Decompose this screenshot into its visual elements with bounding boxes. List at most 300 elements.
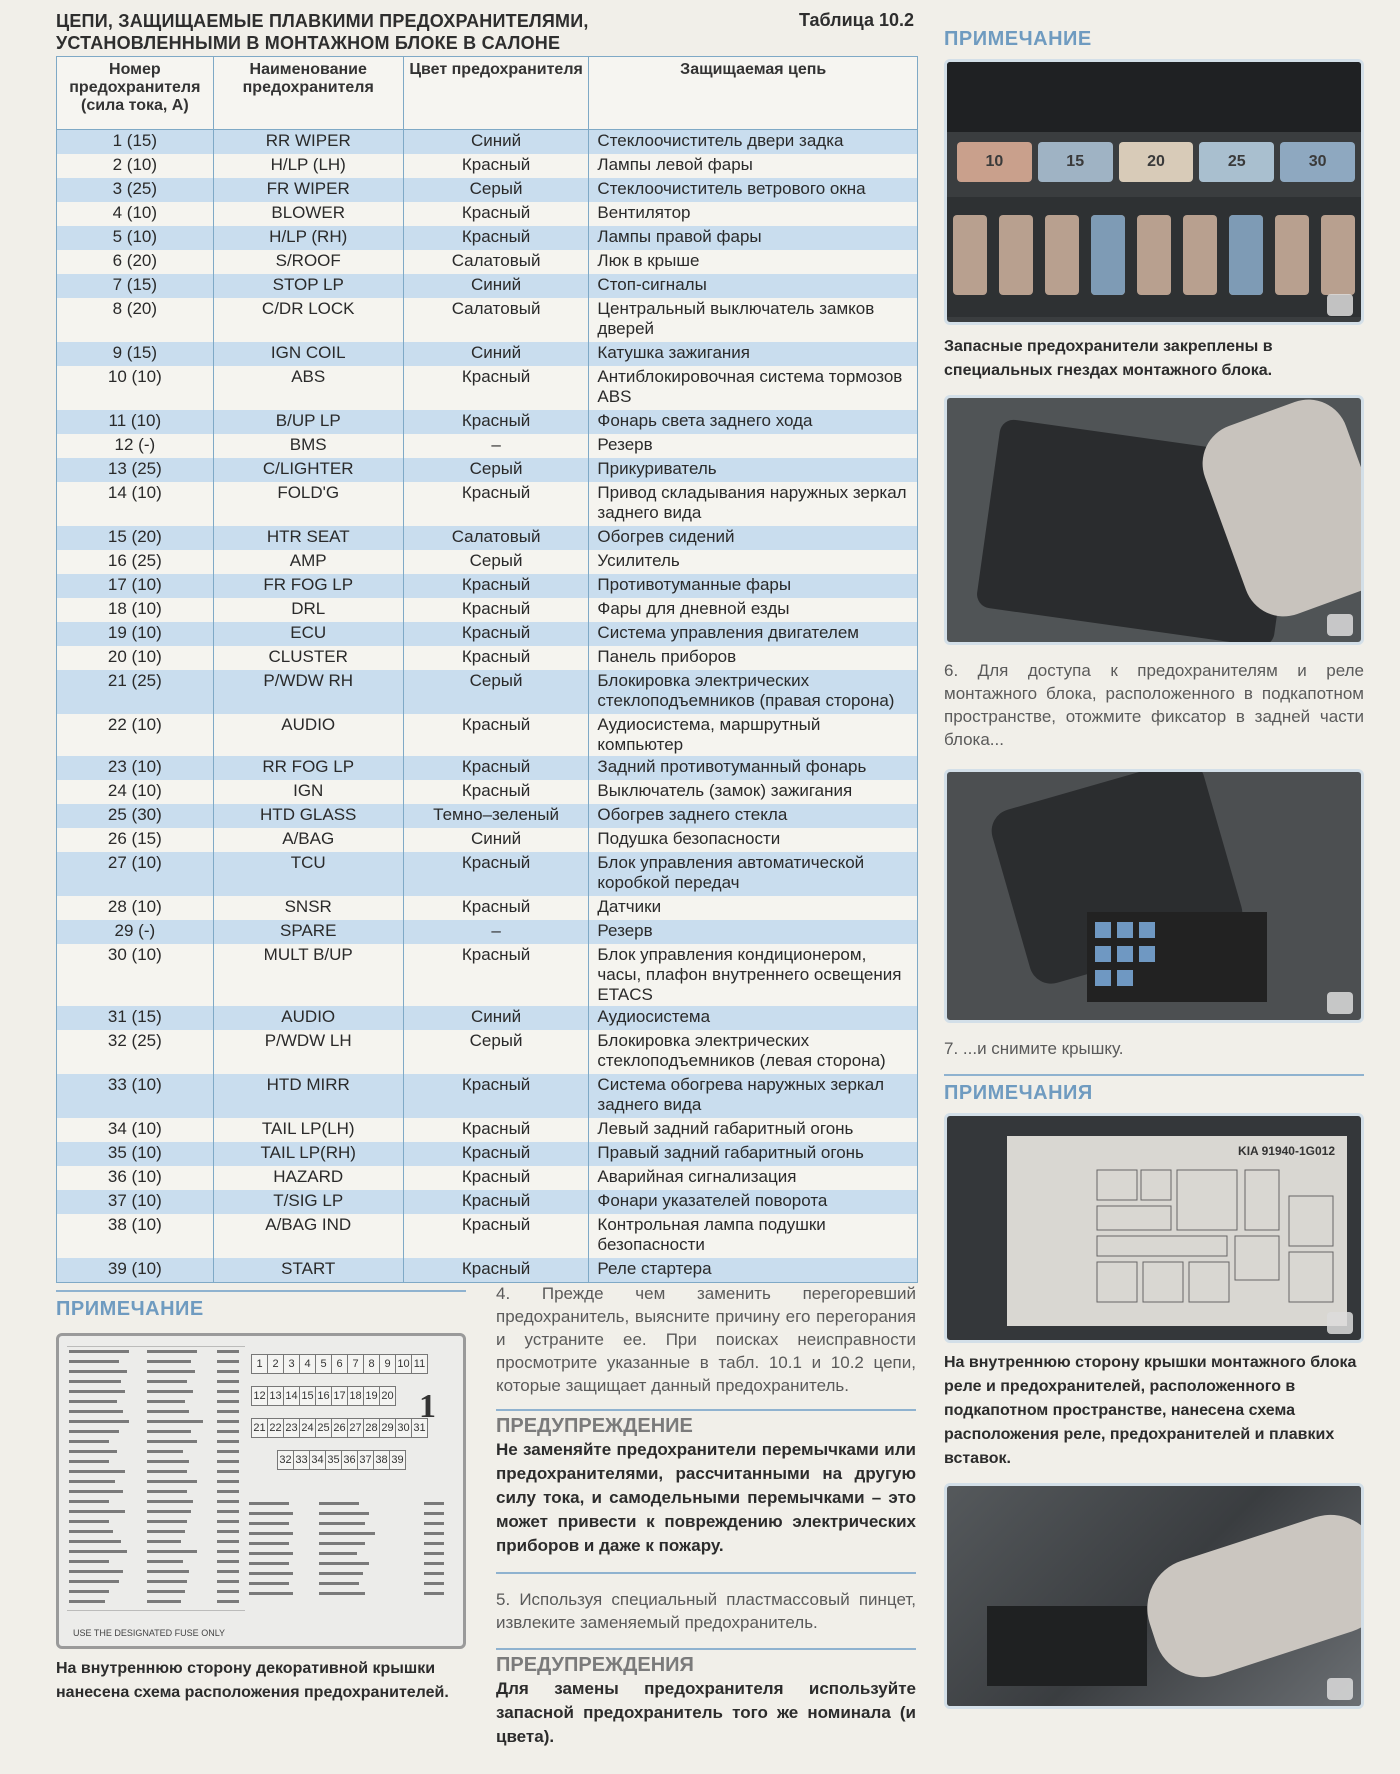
fuse-color-cell: Синий <box>403 130 589 155</box>
diagram-grid-cell: 30 <box>395 1418 412 1438</box>
fuse-number-cell: 38 (10) <box>57 1214 214 1258</box>
camera-icon <box>1327 294 1353 316</box>
diagram-grid-cell: 17 <box>331 1386 348 1406</box>
fuse-slots-svg <box>947 197 1364 317</box>
protected-circuit-cell: Контрольная лампа подушки безопасности <box>589 1214 918 1258</box>
fuse-name-cell: MULT B/UP <box>213 944 403 1006</box>
fuse-color-cell: Синий <box>403 274 589 298</box>
fuse-table <box>56 56 918 1283</box>
fuse-name-cell: BMS <box>213 434 403 458</box>
fuse-color-cell: Красный <box>403 896 589 920</box>
fuse-name-cell: A/BAG IND <box>213 1214 403 1258</box>
photo-top-panel <box>947 62 1361 132</box>
instructions-middle <box>496 1282 916 1749</box>
protected-circuit-cell: Фонари указателей поворота <box>589 1190 918 1214</box>
diagram-grid-cell: 15 <box>299 1386 316 1406</box>
protected-circuit-cell: Аудиосистема <box>589 1006 918 1030</box>
header-fuse-color: Цвет предохранителя <box>403 57 589 130</box>
fuse-name-cell: DRL <box>213 598 403 622</box>
protected-circuit-cell: Резерв <box>589 434 918 458</box>
diagram-grid-cell: 28 <box>363 1418 380 1438</box>
fuse-color-cell: Серый <box>403 1030 589 1074</box>
fuse-color-cell: Красный <box>403 944 589 1006</box>
fuse-number-cell: 15 (20) <box>57 526 214 550</box>
diagram-grid-cell: 16 <box>315 1386 332 1406</box>
protected-circuit-cell: Датчики <box>589 896 918 920</box>
fuse-name-cell: P/WDW RH <box>213 670 403 714</box>
table-row <box>57 780 918 804</box>
fuse-number-cell: 36 (10) <box>57 1166 214 1190</box>
table-row <box>57 598 918 622</box>
table-number: Таблица 10.2 <box>798 10 914 30</box>
protected-circuit-cell: Стоп-сигналы <box>589 274 918 298</box>
fuse-color-cell: Красный <box>403 202 589 226</box>
fuse-name-cell: C/DR LOCK <box>213 298 403 342</box>
protected-circuit-cell: Обогрев сидений <box>589 526 918 550</box>
fuse-name-cell: SNSR <box>213 896 403 920</box>
table-row <box>57 896 918 920</box>
diagram-grid-cell: 1 <box>251 1354 268 1374</box>
table-row <box>57 550 918 574</box>
fuse-number-cell: 39 (10) <box>57 1258 214 1283</box>
spare-fuse: 15 <box>1038 142 1113 182</box>
fuse-color-cell: Салатовый <box>403 526 589 550</box>
fuse-name-cell: FR WIPER <box>213 178 403 202</box>
diagram-grid-cell: 23 <box>283 1418 300 1438</box>
fuse-name-cell: TAIL LP(LH) <box>213 1118 403 1142</box>
fuse-number-cell: 1 (15) <box>57 130 214 155</box>
fuse-number-cell: 32 (25) <box>57 1030 214 1074</box>
fuse-number-cell: 35 (10) <box>57 1142 214 1166</box>
table-title <box>56 10 756 54</box>
fuse-number-cell: 12 (-) <box>57 434 214 458</box>
diagram-grid-cell: 31 <box>411 1418 428 1438</box>
protected-circuit-cell: Блокировка электрических стеклоподъемников (правая сторона) <box>589 670 918 714</box>
diagram-grid-cell: 35 <box>325 1450 342 1470</box>
fuse-number-cell: 13 (25) <box>57 458 214 482</box>
protected-circuit-cell: Обогрев заднего стекла <box>589 804 918 828</box>
protected-circuit-cell: Система управления двигателем <box>589 622 918 646</box>
fuse-number-cell: 14 (10) <box>57 482 214 526</box>
fuse-color-cell: Красный <box>403 1214 589 1258</box>
cover-diagram-note <box>56 1290 466 1705</box>
fuse-number-cell: 9 (15) <box>57 342 214 366</box>
fuse-color-cell: Серый <box>403 178 589 202</box>
fuse-block <box>1087 912 1267 1002</box>
fuse-name-cell: C/LIGHTER <box>213 458 403 482</box>
fuse-name-cell: RR WIPER <box>213 130 403 155</box>
fuse-color-cell: Красный <box>403 410 589 434</box>
fuse-color-cell: Синий <box>403 342 589 366</box>
table-row <box>57 574 918 598</box>
camera-icon <box>1327 614 1353 636</box>
protected-circuit-cell: Центральный выключатель замков дверей <box>589 298 918 342</box>
fuse-color-cell: Красный <box>403 154 589 178</box>
diagram-grid-cell: 12 <box>251 1386 268 1406</box>
fuse-number-cell: 17 (10) <box>57 574 214 598</box>
fuse-name-cell: SPARE <box>213 920 403 944</box>
table-row <box>57 622 918 646</box>
protected-circuit-cell: Блокировка электрических стеклоподъемников (левая сторона) <box>589 1030 918 1074</box>
fuse-color-cell: Красный <box>403 1166 589 1190</box>
fuse-number-cell: 8 (20) <box>57 298 214 342</box>
fuse-number-cell: 5 (10) <box>57 226 214 250</box>
fuse-number-cell: 22 (10) <box>57 714 214 756</box>
fuse-table-section <box>56 10 918 1283</box>
table-row <box>57 298 918 342</box>
fuse-name-cell: AMP <box>213 550 403 574</box>
diagram-grid-cell: 18 <box>347 1386 364 1406</box>
fuse-name-cell: H/LP (LH) <box>213 154 403 178</box>
protected-circuit-cell: Усилитель <box>589 550 918 574</box>
kia-label: KIA 91940-1G012 <box>1238 1144 1335 1158</box>
fuse-number-cell: 29 (-) <box>57 920 214 944</box>
fuse-number-cell: 33 (10) <box>57 1074 214 1118</box>
diagram-grid-cell: 7 <box>347 1354 364 1374</box>
fuse-name-cell: FOLD'G <box>213 482 403 526</box>
fuse-color-cell: Красный <box>403 574 589 598</box>
fuse-name-cell: ECU <box>213 622 403 646</box>
fuse-number-cell: 3 (25) <box>57 178 214 202</box>
table-row <box>57 154 918 178</box>
diagram-grid-cell: 25 <box>315 1418 332 1438</box>
table-row <box>57 804 918 828</box>
warning-heading: ПРЕДУПРЕЖДЕНИЕ <box>496 1409 916 1438</box>
spare-fuse: 20 <box>1119 142 1194 182</box>
table-header-row <box>57 57 918 130</box>
diagram-grid-cell: 38 <box>373 1450 390 1470</box>
fuse-color-cell: Красный <box>403 366 589 410</box>
diagram-grid-row <box>251 1418 429 1438</box>
fuse-name-cell: CLUSTER <box>213 646 403 670</box>
fuse-name-cell: TAIL LP(RH) <box>213 1142 403 1166</box>
fuse-number-cell: 2 (10) <box>57 154 214 178</box>
fuse-number-cell: 28 (10) <box>57 896 214 920</box>
table-row <box>57 944 918 1006</box>
note-heading: ПРИМЕЧАНИЕ <box>56 1290 466 1321</box>
fuse-name-cell: IGN COIL <box>213 342 403 366</box>
fuse-name-cell: HTD GLASS <box>213 804 403 828</box>
step-6-text: 6. Для доступа к предохранителям и реле монтажного блока, расположенного в подкапотном пространстве, отожмите фиксатор в задней части блока... <box>944 661 1364 749</box>
fuse-name-cell: T/SIG LP <box>213 1190 403 1214</box>
diagram-footer: USE THE DESIGNATED FUSE ONLY <box>73 1628 226 1638</box>
warnings-heading: ПРЕДУПРЕЖДЕНИЯ <box>496 1648 916 1677</box>
protected-circuit-cell: Блок управления автоматической коробкой передач <box>589 852 918 896</box>
diagram-grid-cell: 9 <box>379 1354 396 1374</box>
table-row <box>57 226 918 250</box>
fuse-name-cell: TCU <box>213 852 403 896</box>
table-row <box>57 202 918 226</box>
fuse-color-cell: – <box>403 920 589 944</box>
protected-circuit-cell: Левый задний габаритный огонь <box>589 1118 918 1142</box>
fuse-removal-photo <box>944 1483 1364 1709</box>
fuse-name-cell: H/LP (RH) <box>213 226 403 250</box>
fuse-color-cell: Красный <box>403 1190 589 1214</box>
cover-diagram-image <box>56 1333 466 1649</box>
fuse-number-cell: 31 (15) <box>57 1006 214 1030</box>
fuse-name-cell: ABS <box>213 366 403 410</box>
table-title-line1: ЦЕПИ, ЗАЩИЩАЕМЫЕ ПЛАВКИМИ ПРЕДОХРАНИТЕЛЯМИ, <box>56 11 589 31</box>
fuse-color-cell: Красный <box>403 714 589 756</box>
fuse-name-cell: P/WDW LH <box>213 1030 403 1074</box>
fuse-slots <box>987 1606 1147 1686</box>
step-5-text: 5. Используя специальный пластмассовый пинцет, извлеките заменяемый предохранитель. <box>496 1572 916 1634</box>
table-row <box>57 1142 918 1166</box>
diagram-grid-cell: 27 <box>347 1418 364 1438</box>
table-row <box>57 1190 918 1214</box>
fuse-name-cell: A/BAG <box>213 828 403 852</box>
fuse-number-cell: 25 (30) <box>57 804 214 828</box>
diagram-grid-cell: 26 <box>331 1418 348 1438</box>
protected-circuit-cell: Противотуманные фары <box>589 574 918 598</box>
header-protected-circuit: Защищаемая цепь <box>589 57 918 130</box>
fuse-name-cell: FR FOG LP <box>213 574 403 598</box>
diagram-grid-cell: 8 <box>363 1354 380 1374</box>
protected-circuit-cell: Аудиосистема, маршрутный компьютер <box>589 714 918 756</box>
spare-fuse-row <box>957 142 1355 182</box>
lid-diagram-sticker <box>1007 1136 1347 1326</box>
fuse-name-cell: AUDIO <box>213 1006 403 1030</box>
protected-circuit-cell: Вентилятор <box>589 202 918 226</box>
diagram-grid-cell: 10 <box>395 1354 412 1374</box>
table-title-row <box>56 10 918 56</box>
protected-circuit-cell: Задний противотуманный фонарь <box>589 756 918 780</box>
diagram-grid-cell: 24 <box>299 1418 316 1438</box>
fuse-color-cell: Салатовый <box>403 250 589 274</box>
diagram-grid-row <box>251 1386 429 1406</box>
diagram-fuse-grid <box>251 1354 429 1482</box>
fuse-name-cell: B/UP LP <box>213 410 403 434</box>
fuse-color-cell: Серый <box>403 550 589 574</box>
diagram-grid-cell: 34 <box>309 1450 326 1470</box>
table-row <box>57 1258 918 1283</box>
fuse-color-cell: Красный <box>403 1258 589 1283</box>
lid-diagram-svg <box>1007 1136 1347 1326</box>
fuse-color-cell: Красный <box>403 622 589 646</box>
camera-icon <box>1327 992 1353 1014</box>
fuse-color-cell: Серый <box>403 458 589 482</box>
protected-circuit-cell: Аварийная сигнализация <box>589 1166 918 1190</box>
fuse-number-cell: 37 (10) <box>57 1190 214 1214</box>
header-fuse-name: Наименование предохранителя <box>213 57 403 130</box>
relay-box-cover-photo <box>944 395 1364 645</box>
table-row <box>57 714 918 756</box>
protected-circuit-cell: Выключатель (замок) зажигания <box>589 780 918 804</box>
diagram-list-lines <box>67 1346 245 1611</box>
fuse-number-cell: 21 (25) <box>57 670 214 714</box>
diagram-grid-cell: 6 <box>331 1354 348 1374</box>
protected-circuit-cell: Стеклоочиститель ветрового окна <box>589 178 918 202</box>
fuse-color-cell: Синий <box>403 828 589 852</box>
table-row <box>57 434 918 458</box>
fuse-number-cell: 23 (10) <box>57 756 214 780</box>
notes-heading: ПРИМЕЧАНИЯ <box>944 1074 1364 1105</box>
fuse-color-cell: Красный <box>403 598 589 622</box>
table-row <box>57 1030 918 1074</box>
spare-fuse: 30 <box>1280 142 1355 182</box>
protected-circuit-cell: Реле стартера <box>589 1258 918 1283</box>
protected-circuit-cell: Панель приборов <box>589 646 918 670</box>
fuse-number-cell: 26 (15) <box>57 828 214 852</box>
diagram-right-list-lines <box>249 1498 449 1608</box>
table-row <box>57 250 918 274</box>
fuse-number-cell: 10 (10) <box>57 366 214 410</box>
camera-icon <box>1327 1678 1353 1700</box>
protected-circuit-cell: Блок управления кондиционером, часы, плафон внутреннего освещения ETACS <box>589 944 918 1006</box>
diagram-grid-row <box>251 1354 429 1374</box>
diagram-grid-cell: 19 <box>363 1386 380 1406</box>
table-row <box>57 366 918 410</box>
note-heading-spare: ПРИМЕЧАНИЕ <box>944 28 1092 50</box>
diagram-grid-cell: 11 <box>411 1354 428 1374</box>
table-row <box>57 1118 918 1142</box>
warning-text: Не заменяйте предохранители перемычками или предохранителями, рассчитанными на другую силу тока, и самодельными перемычками – это может привести к повреждению электрических приборов и даже к пожару. <box>496 1440 916 1555</box>
fuse-number-cell: 4 (10) <box>57 202 214 226</box>
fuse-number-cell: 18 (10) <box>57 598 214 622</box>
fuse-color-cell: Красный <box>403 852 589 896</box>
spare-fuse: 10 <box>957 142 1032 182</box>
fuse-color-cell: Красный <box>403 1142 589 1166</box>
fuse-color-cell: Красный <box>403 780 589 804</box>
table-row <box>57 458 918 482</box>
fuse-number-cell: 7 (15) <box>57 274 214 298</box>
fuse-name-cell: HAZARD <box>213 1166 403 1190</box>
diagram-grid-cell: 37 <box>357 1450 374 1470</box>
fuse-name-cell: STOP LP <box>213 274 403 298</box>
lid-diagram-caption: На внутреннюю сторону крышки монтажного блока реле и предохранителей, расположенного в подкапотном пространстве, нанесена схема расположения реле, предохранителей и плавких вставок. <box>944 1354 1357 1467</box>
protected-circuit-cell: Прикуриватель <box>589 458 918 482</box>
protected-circuit-cell: Резерв <box>589 920 918 944</box>
fuse-color-cell: Красный <box>403 756 589 780</box>
fuse-color-cell: Серый <box>403 670 589 714</box>
table-row <box>57 756 918 780</box>
diagram-grid-cell: 32 <box>277 1450 294 1470</box>
fuse-color-cell: Красный <box>403 482 589 526</box>
diagram-grid-cell: 3 <box>283 1354 300 1374</box>
fuse-number-cell: 20 (10) <box>57 646 214 670</box>
table-row <box>57 1006 918 1030</box>
cover-diagram-caption: На внутреннюю сторону декоративной крышки нанесена схема расположения предохранителей. <box>56 1660 449 1701</box>
table-row <box>57 670 918 714</box>
fuse-number-cell: 6 (20) <box>57 250 214 274</box>
spare-fuses-caption: Запасные предохранители закреплены в специальных гнездах монтажного блока. <box>944 338 1273 379</box>
table-row <box>57 828 918 852</box>
fuse-number-cell: 30 (10) <box>57 944 214 1006</box>
fuse-name-cell: AUDIO <box>213 714 403 756</box>
protected-circuit-cell: Подушка безопасности <box>589 828 918 852</box>
table-row <box>57 1214 918 1258</box>
fuse-name-cell: BLOWER <box>213 202 403 226</box>
fuse-number-cell: 11 (10) <box>57 410 214 434</box>
fuse-name-cell: IGN <box>213 780 403 804</box>
table-row <box>57 1074 918 1118</box>
protected-circuit-cell: Привод складывания наружных зеркал заднего вида <box>589 482 918 526</box>
fuse-name-cell: START <box>213 1258 403 1283</box>
step-7-text: 7. ...и снимите крышку. <box>944 1039 1124 1058</box>
fuse-color-cell: Темно–зеленый <box>403 804 589 828</box>
fuse-number-cell: 16 (25) <box>57 550 214 574</box>
table-row <box>57 130 918 155</box>
spare-fuse: 25 <box>1199 142 1274 182</box>
fuse-name-cell: HTD MIRR <box>213 1074 403 1118</box>
spare-fuses-photo <box>944 59 1364 325</box>
relay-fuses-svg <box>1087 912 1267 1002</box>
fuse-color-cell: Красный <box>403 646 589 670</box>
diagram-grid-cell: 13 <box>267 1386 284 1406</box>
protected-circuit-cell: Фары для дневной езды <box>589 598 918 622</box>
table-row <box>57 274 918 298</box>
fuse-color-cell: Салатовый <box>403 298 589 342</box>
protected-circuit-cell: Люк в крыше <box>589 250 918 274</box>
table-row <box>57 1166 918 1190</box>
protected-circuit-cell: Лампы правой фары <box>589 226 918 250</box>
photo-fuse-slots <box>947 197 1361 317</box>
table-row <box>57 646 918 670</box>
fuse-color-cell: – <box>403 434 589 458</box>
table-row <box>57 920 918 944</box>
fuse-name-cell: HTR SEAT <box>213 526 403 550</box>
diagram-grid-cell: 2 <box>267 1354 284 1374</box>
fuse-number-cell: 24 (10) <box>57 780 214 804</box>
diagram-grid-cell: 14 <box>283 1386 300 1406</box>
table-row <box>57 482 918 526</box>
diagram-grid-cell: 20 <box>379 1386 396 1406</box>
relay-box-open-photo <box>944 769 1364 1023</box>
diagram-grid-cell: 22 <box>267 1418 284 1438</box>
protected-circuit-cell: Катушка зажигания <box>589 342 918 366</box>
diagram-grid-cell: 39 <box>389 1450 406 1470</box>
diagram-right-list <box>249 1498 449 1608</box>
diagram-grid-cell: 5 <box>315 1354 332 1374</box>
protected-circuit-cell: Правый задний габаритный огонь <box>589 1142 918 1166</box>
right-column <box>944 28 1364 1709</box>
relay-box-lid-photo <box>944 1113 1364 1343</box>
protected-circuit-cell: Стеклоочиститель двери задка <box>589 130 918 155</box>
table-row <box>57 410 918 434</box>
fuse-color-cell: Красный <box>403 1118 589 1142</box>
fuse-color-cell: Красный <box>403 226 589 250</box>
diagram-grid-cell: 36 <box>341 1450 358 1470</box>
table-title-line2: УСТАНОВЛЕННЫМИ В МОНТАЖНОМ БЛОКЕ В САЛОНЕ <box>56 33 561 53</box>
fuse-number-cell: 19 (10) <box>57 622 214 646</box>
protected-circuit-cell: Антиблокировочная система тормозов ABS <box>589 366 918 410</box>
diagram-big-number: 1 <box>419 1388 436 1425</box>
fuse-color-cell: Красный <box>403 1074 589 1118</box>
step-4-text: 4. Прежде чем заменить перегоревший предохранитель, выясните причину его перегорания и устраните ее. При поисках неисправности просмотрите указанные в табл. 10.1 и 10.2 цепи, которые защищает данный предохранитель. <box>496 1284 916 1395</box>
table-body <box>57 130 918 1283</box>
diagram-grid-cell: 29 <box>379 1418 396 1438</box>
table-row <box>57 852 918 896</box>
protected-circuit-cell: Система обогрева наружных зеркал заднего вида <box>589 1074 918 1118</box>
table-row <box>57 526 918 550</box>
table-row <box>57 178 918 202</box>
diagram-grid-cell: 21 <box>251 1418 268 1438</box>
diagram-grid-cell: 33 <box>293 1450 310 1470</box>
fuse-number-cell: 34 (10) <box>57 1118 214 1142</box>
diagram-grid-row <box>277 1450 429 1470</box>
camera-icon <box>1327 1312 1353 1334</box>
protected-circuit-cell: Фонарь света заднего хода <box>589 410 918 434</box>
fuse-number-cell: 27 (10) <box>57 852 214 896</box>
protected-circuit-cell: Лампы левой фары <box>589 154 918 178</box>
warnings-text: Для замены предохранителя используйте запасной предохранитель того же номинала (и цвета). <box>496 1679 916 1746</box>
table-row <box>57 342 918 366</box>
diagram-list <box>67 1346 245 1611</box>
diagram-grid-cell: 4 <box>299 1354 316 1374</box>
fuse-name-cell: RR FOG LP <box>213 756 403 780</box>
header-fuse-number: Номер предохранителя (сила тока, А) <box>57 57 214 130</box>
fuse-color-cell: Синий <box>403 1006 589 1030</box>
